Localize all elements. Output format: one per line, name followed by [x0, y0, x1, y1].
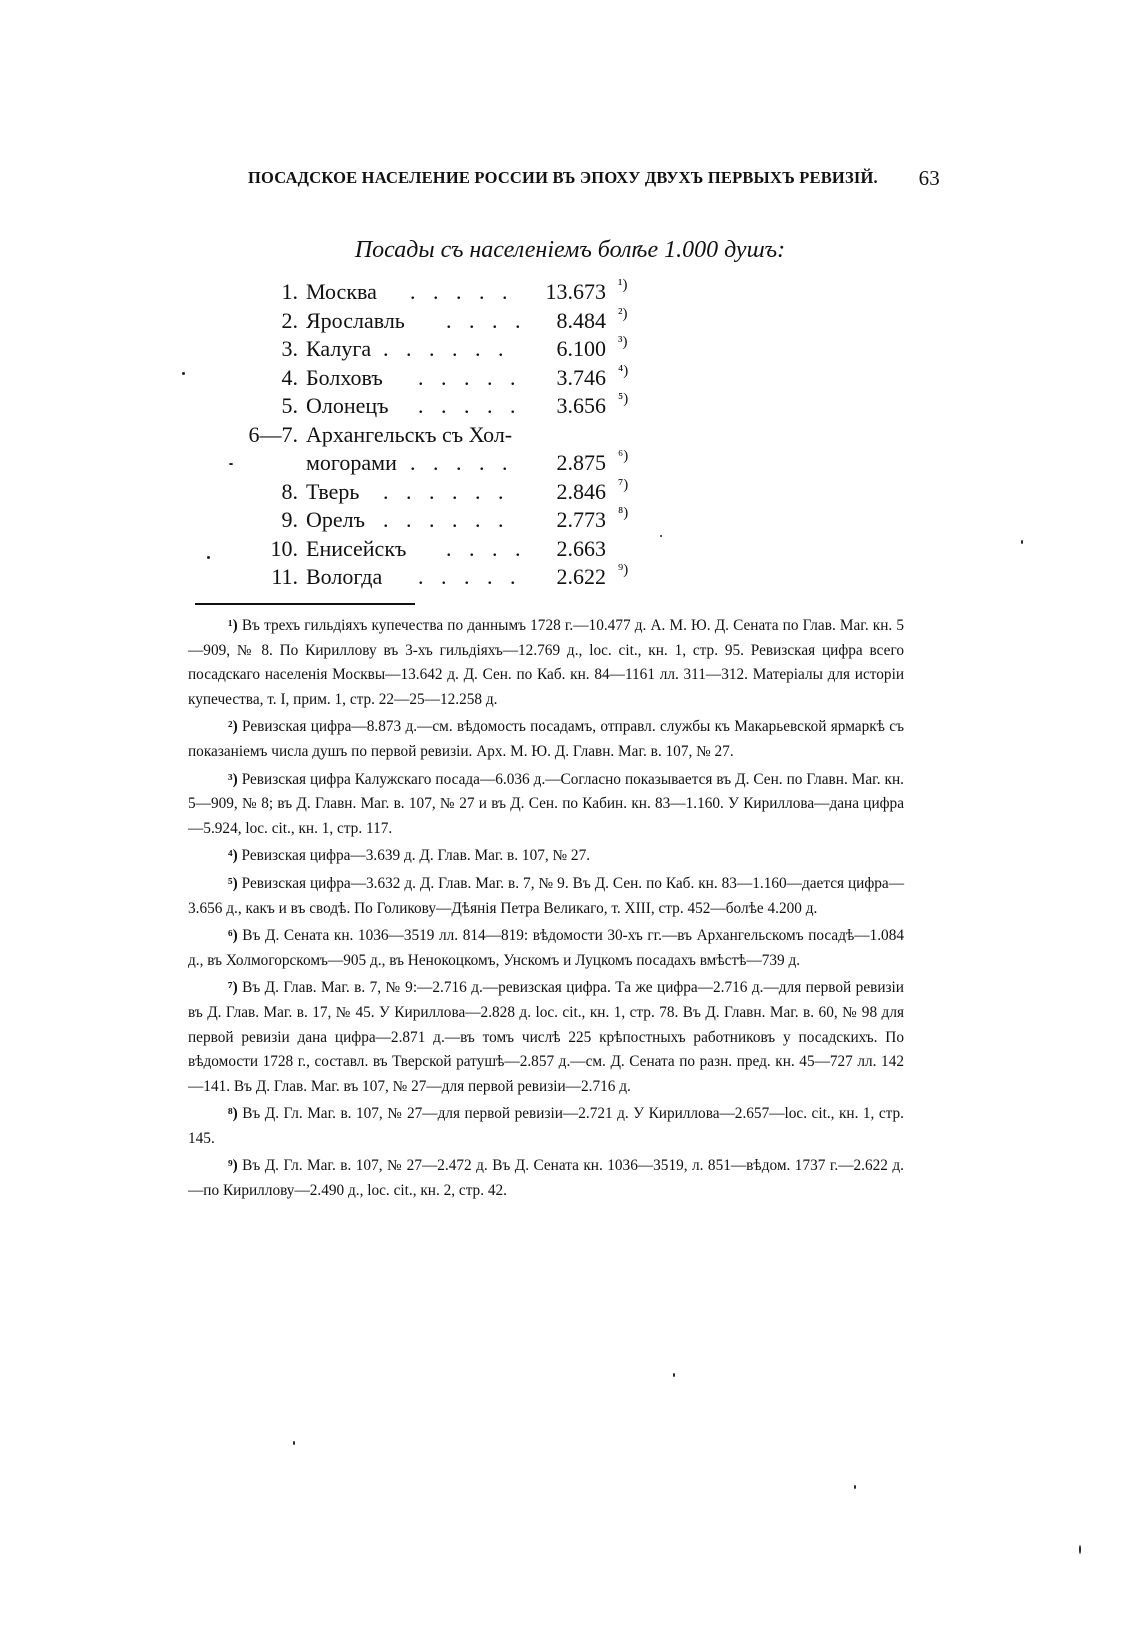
population-value: 13.673 [545, 279, 606, 304]
leader-dots: . . . . . [418, 364, 522, 390]
scan-speck [229, 463, 233, 465]
leader-dots: . . . . . [410, 279, 514, 304]
row-number: 3. [281, 336, 298, 361]
row-number: 2. [281, 307, 298, 333]
table-row [0, 507, 1140, 537]
footnote-ref: ²) [618, 305, 628, 322]
footnote-mark: ⁸) [228, 1105, 238, 1123]
town-name: Ярославль [306, 307, 405, 333]
scan-speck [1079, 1545, 1081, 1554]
row-number: 11. [271, 564, 298, 589]
table-row [0, 362, 1140, 395]
table-row [0, 305, 1140, 338]
population-value: 3.656 [556, 393, 606, 418]
table-row [0, 564, 1140, 594]
footnote-mark: ⁷) [228, 979, 238, 997]
footnote [188, 872, 904, 921]
town-name: Олонецъ [306, 393, 389, 418]
table-row [0, 476, 1140, 509]
footnote-ref: ⁴) [618, 362, 629, 379]
footnote [188, 768, 904, 842]
table-row [0, 422, 1140, 452]
town-name: Тверь [306, 478, 360, 504]
footnotes [188, 614, 904, 1207]
leader-dots: . . . . [446, 307, 527, 333]
page-number: 63 [918, 166, 940, 190]
table-row [0, 393, 1140, 423]
population-value: 2.663 [556, 535, 606, 561]
leader-dots: . . . . . [418, 393, 522, 418]
table-row [0, 336, 1140, 366]
scan-speck [1021, 540, 1023, 544]
scan-speck [673, 1373, 675, 1377]
population-value: 2.846 [556, 478, 606, 504]
footnote-text: Въ Д. Гл. Маг. в. 107, № 27—для первой ревизіи—2.721 д. У Кириллова—2.657—loc. cit., кн. 1, стр. 145. [188, 1105, 904, 1147]
town-name: Орелъ [306, 507, 366, 532]
leader-dots: . . . . . . [383, 336, 510, 361]
town-name: Енисейскъ [306, 535, 407, 561]
leader-dots: . . . . . . [383, 478, 510, 504]
leader-dots: . . . . . [418, 564, 522, 589]
footnote [188, 1102, 904, 1151]
table-row [0, 450, 1140, 480]
footnote-ref: ³) [618, 334, 628, 350]
footnote-mark: ¹) [228, 617, 238, 634]
section-heading: Посады съ населеніемъ болѣе 1.000 душъ: [354, 237, 786, 263]
footnote-text: Ревизская цифра—8.873 д.—см. вѣдомость посадамъ, отправл. службы къ Макарьевской ярмаркѣ съ показаніемъ числа душъ по первой ревизіи. Арх. М. Ю. Д. Главн. Маг. в. 107, № 27. [188, 718, 904, 760]
scan-speck [854, 1485, 856, 1489]
leader-dots: . . . . . . [383, 507, 510, 532]
footnote-mark: ⁵) [228, 874, 238, 892]
footnote-mark: ²) [228, 718, 238, 736]
scan-speck [293, 1441, 295, 1445]
footnote-text: Въ Д. Глав. Маг. в. 7, № 9:—2.716 д.—ревизская цифра. Та же цифра—2.716 д.—для первой ревизіи въ Д. Глав. Маг. в. 17, № 45. У Кириллова—2.828 д. loc. cit., кн. 1, стр. 78. Въ Д. Главн. Маг. в. 60, № 98 для первой ревизіи дана цифра—2.871 д.—въ томъ числѣ 225 крѣпостныхъ работниковъ у посадскихъ. По вѣдомости 1728 г., составл. въ Тверской ратушѣ—2.857 д.—см. Д. Сената по разн. пред. кн. 45—727 лл. 142—141. Въ Д. Глав. Маг. въ 107, № 27—для первой ревизіи—2.716 д. [188, 979, 904, 1095]
footnote-text: Въ трехъ гильдіяхъ купечества по даннымъ 1728 г.—10.477 д. А. М. Ю. Д. Сената по Глав. Маг. кн. 5—909, № 8. По Кириллову въ 3-хъ гильдіяхъ—12.769 д., loc. cit., кн. 1, стр. 95. Ревизская цифра всего посадскаго населенія Москвы—13.642 д. Д. Сен. по Каб. кн. 84—1161 лл. 311—312. Матеріалы для исторіи купечества, т. I, прим. 1, стр. 22—25—12.258 д. [188, 617, 905, 708]
footnote [188, 924, 904, 973]
footnote-text: Ревизская цифра—3.632 д. Д. Глав. Маг. в. 7, № 9. Въ Д. Сен. по Каб. кн. 83—1.160—дается цифра—3.656 д., какъ и въ сводѣ. По Голикову—Дѣянія Петра Великаго, т. XIII, стр. 452—болѣе 4.200 д. [188, 874, 904, 917]
row-number: 10. [270, 535, 298, 561]
footnote-ref: ⁶) [618, 448, 629, 464]
footnote [188, 976, 904, 1099]
population-value: 2.622 [556, 564, 606, 589]
town-name: Болховъ [306, 364, 383, 390]
row-number: 5. [281, 393, 298, 418]
row-number: 8. [281, 478, 298, 504]
town-name: Вологда [306, 564, 383, 589]
population-value: 8.484 [556, 307, 606, 333]
row-number: 1. [281, 279, 298, 304]
footnote-mark: ⁴) [228, 847, 238, 865]
footnote-text: Въ Д. Сената кн. 1036—3519 лл. 814—819: вѣдомости 30-хъ гг.—въ Архангельскомъ посадѣ—1.084 д., въ Холмогорскомъ—905 д., въ Ненокоцкомъ, Унскомъ и Луцкомъ посадахъ вмѣстѣ—739 д. [188, 927, 904, 969]
footnote [188, 1154, 904, 1203]
footnote-text: Ревизская цифра Калужскаго посада—6.036 д.—Согласно показывается въ Д. Сен. по Главн. Маг. кн. 5—909, № 8; въ Д. Главн. Маг. в. 107, № 27 и въ Д. Сен. по Кабин. кн. 83—1.160. У Кириллова—дана цифра—5.924, loc. cit., кн. 1, стр. 117. [188, 770, 904, 837]
town-name: Архангельскъ съ Хол- [306, 421, 513, 447]
population-value: 2.875 [556, 450, 606, 475]
running-head-title: ПОСАДСКОЕ НАСЕЛЕНИЕ РОССИИ ВЪ ЭПОХУ ДВУХЪ ПЕРВЫХЪ РЕВИЗІЙ. [248, 168, 878, 187]
table-row [0, 279, 1140, 309]
scan-speck [660, 535, 662, 537]
footnote-mark: ⁶) [228, 927, 238, 945]
footnote-ref: ⁹) [618, 562, 629, 578]
footnote-divider [195, 603, 415, 605]
row-number: 4. [281, 364, 298, 390]
population-value: 2.773 [556, 507, 606, 532]
scan-speck [182, 372, 185, 375]
footnote-mark: ³) [228, 770, 238, 788]
footnote-text: Ревизская цифра—3.639 д. Д. Глав. Маг. в. 107, № 27. [241, 847, 591, 865]
footnote-ref: ⁷) [618, 476, 629, 493]
row-number: 6—7. [248, 421, 298, 447]
footnote [188, 844, 904, 869]
population-value: 3.746 [556, 364, 606, 390]
footnote-ref: ⁸) [618, 505, 629, 521]
footnote-mark: ⁹) [228, 1157, 238, 1175]
town-name-continued: могорами [306, 450, 397, 475]
row-number: 9. [281, 507, 298, 532]
table-row [0, 536, 1140, 566]
footnote [188, 715, 904, 764]
town-name: Москва [306, 279, 377, 304]
leader-dots: . . . . . [410, 450, 514, 475]
town-name: Калуга [306, 336, 372, 361]
footnote-text: Въ Д. Гл. Маг. в. 107, № 27—2.472 д. Въ Д. Сената кн. 1036—3519, л. 851—вѣдом. 1737 г.—2.622 д.—по Кириллову—2.490 д., loc. cit., кн. 2, стр. 42. [188, 1157, 905, 1200]
scan-speck [207, 556, 210, 559]
footnote-ref: ¹) [618, 277, 628, 293]
population-value: 6.100 [556, 336, 606, 361]
leader-dots: . . . . [446, 535, 527, 561]
footnote [188, 614, 904, 712]
footnote-ref: ⁵) [618, 391, 629, 407]
